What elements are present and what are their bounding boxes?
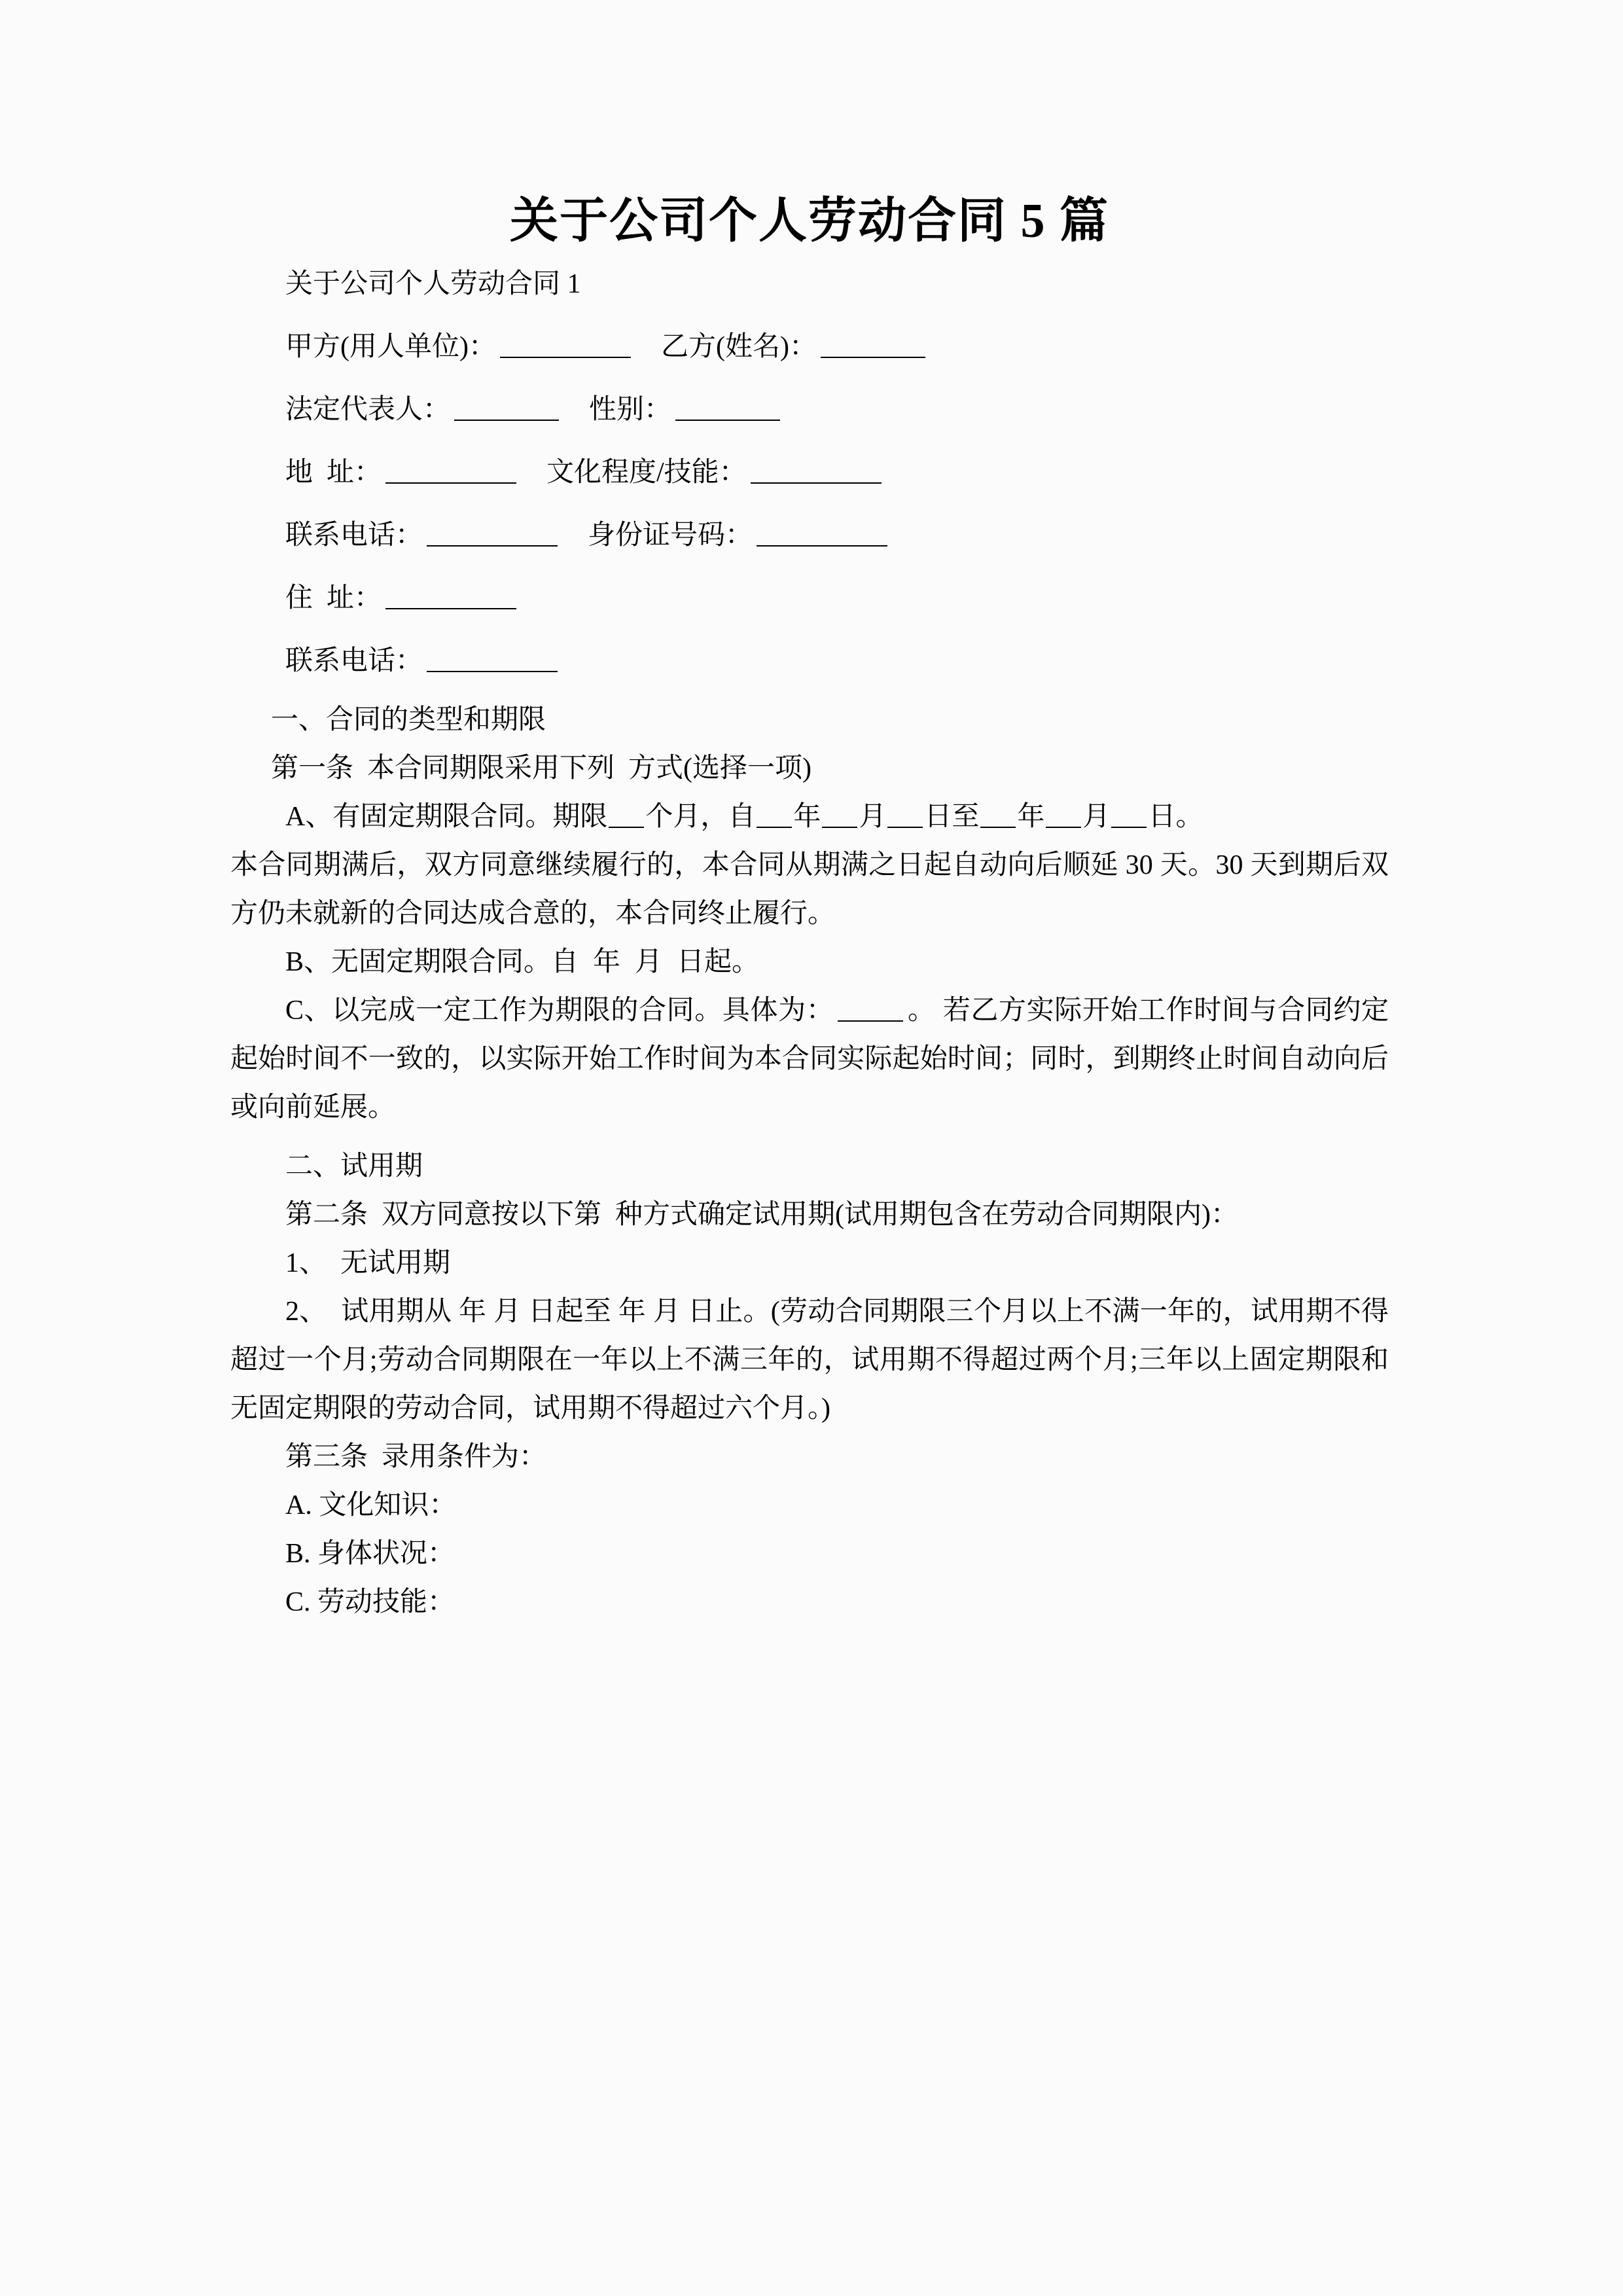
phone-blank[interactable] (427, 519, 558, 547)
phone2-blank[interactable] (427, 645, 558, 672)
document-content (230, 0, 1389, 1626)
clause-a-day2-blank[interactable] (1111, 800, 1147, 828)
clause-a-p4: 日至 (924, 802, 980, 833)
clause-a-month2-blank[interactable] (1046, 800, 1081, 828)
clause-1: 第一条 本合同期限采用下列 方式(选择一项) (271, 753, 812, 784)
clause-c-prefix: C、以完成一定工作为期限的合同。具体为： (285, 996, 834, 1026)
clause-a-year2-blank[interactable] (980, 800, 1016, 828)
clause-b (230, 938, 1389, 986)
legal-rep-label: 法定代表人： (285, 395, 451, 425)
clause-c (230, 986, 1389, 1132)
legal-rep-blank[interactable] (454, 393, 559, 421)
party-a-label: 甲方(用人单位)： (285, 332, 496, 363)
gender-blank[interactable] (675, 393, 780, 421)
section-heading-1: 一、合同的类型和期限 (271, 705, 546, 736)
phone-label: 联系电话： (285, 520, 423, 551)
field-row-phone (230, 511, 1389, 560)
id-number-blank[interactable] (757, 519, 887, 547)
education-blank[interactable] (751, 456, 882, 484)
clause-a-prefix: A、有固定期限合同。期限 (285, 802, 608, 833)
clause-c-body: 。 若乙方实际开始工作时间与合同约定起始时间不一致的，以实际开始工作时间为本合同实际起始时间；同时，到期终止时间自动向后或向前延展。 (230, 996, 1389, 1123)
clause-3: 第三条 录用条件为： (285, 1442, 547, 1473)
clause-c-blank[interactable] (838, 994, 903, 1022)
document-subtitle: 关于公司个人劳动合同 1 (285, 269, 581, 300)
clause-a-p3: 月 (859, 802, 887, 833)
clause-b-p1: 年 (593, 947, 621, 978)
clause-b-prefix: B、无固定期限合同。自 (285, 947, 579, 978)
clause-a-p7: 日。 (1148, 802, 1204, 833)
clause-a-p2: 年 (793, 802, 821, 833)
clause-b-p2: 月 (635, 947, 663, 978)
party-a-blank[interactable] (500, 331, 631, 358)
clause-a-month1-blank[interactable] (822, 800, 857, 828)
residence-blank[interactable] (385, 582, 516, 609)
education-label: 文化程度/技能： (546, 457, 747, 488)
clause-a-body: 本合同期满后，双方同意继续履行的，本合同从期满之日起自动向后顺延 30 天。30 天到期后双方仍未就新的合同达成合意的，本合同终止履行。 (230, 850, 1389, 929)
residence-label: 住 址： (285, 583, 382, 614)
trial-item-2: 2、 试用期从 年 月 日起至 年 月 日止。(劳动合同期限三个月以上不满一年的，试用期不得超过一个月;劳动合同期限在一年以上不满三年的，试用期不得超过两个月;三年以上固定期限和无固定期限的劳动合同，试用期不得超过六个月。) (230, 1297, 1389, 1424)
address-blank[interactable] (385, 456, 516, 484)
field-row-residence (230, 574, 1389, 622)
clause-2: 第二条 双方同意按以下第 种方式确定试用期(试用期包含在劳动合同期限内)： (285, 1200, 1238, 1230)
field-row-address (230, 448, 1389, 497)
clause-a-year1-blank[interactable] (757, 800, 792, 828)
clause-a-p1: 个月，自 (645, 802, 756, 833)
clause-a-months-blank[interactable] (609, 800, 644, 828)
clause-b-p3: 日起。 (677, 947, 760, 978)
clause-a-p5: 年 (1017, 802, 1045, 833)
trial-item-1: 1、 无试用期 (285, 1248, 451, 1279)
page-title: 关于公司个人劳动合同 5 篇 (510, 194, 1109, 248)
clause-a-day1-blank[interactable] (887, 800, 923, 828)
party-b-blank[interactable] (821, 331, 925, 358)
id-number-label: 身份证号码： (588, 520, 753, 551)
field-row-legal-rep (230, 386, 1389, 434)
field-row-party (230, 323, 1389, 371)
section-heading-2: 二、试用期 (285, 1151, 423, 1182)
hire-condition-b: B. 身体状况： (285, 1539, 455, 1570)
phone2-label: 联系电话： (285, 646, 423, 677)
party-b-label: 乙方(姓名)： (660, 332, 817, 363)
clause-a-p6: 月 (1082, 802, 1111, 833)
address-label: 地 址： (285, 457, 382, 488)
hire-condition-a: A. 文化知识： (285, 1490, 457, 1521)
gender-label: 性别： (589, 395, 672, 425)
hire-condition-c: C. 劳动技能： (285, 1587, 455, 1618)
field-row-phone2 (230, 637, 1389, 685)
clause-a (230, 793, 1389, 841)
